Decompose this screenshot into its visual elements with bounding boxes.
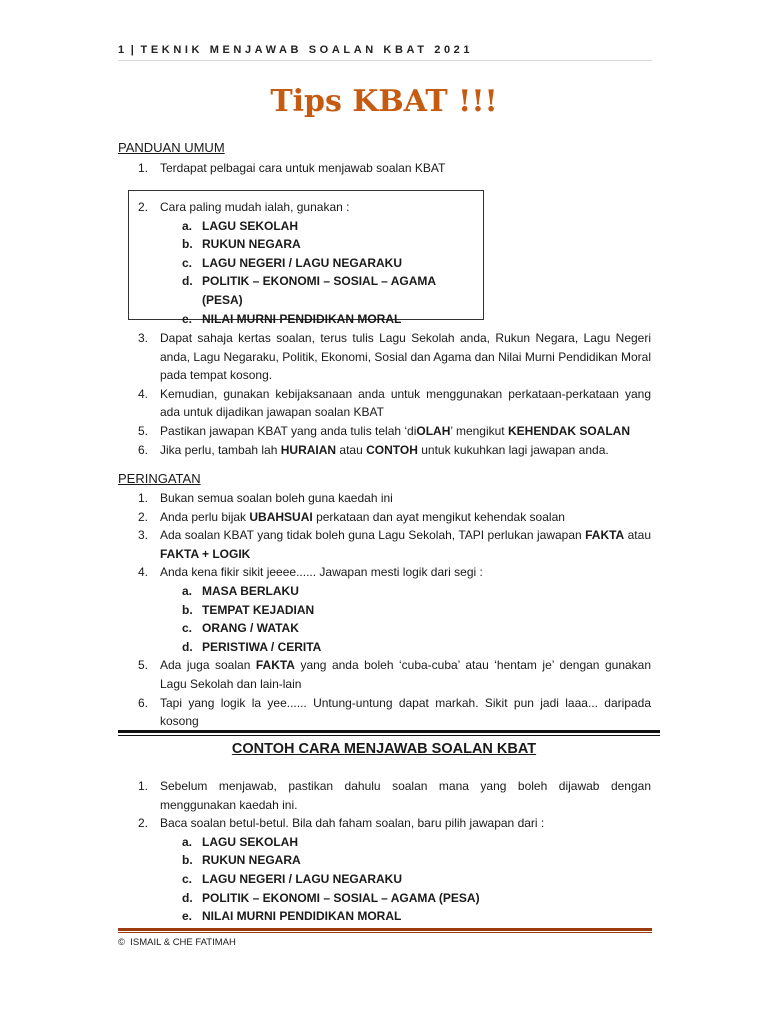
- contoh-list: [138, 777, 651, 926]
- header-divider: [118, 60, 652, 61]
- list-item: [138, 441, 651, 460]
- highlight-box: [128, 190, 484, 326]
- item-text-mid: atau: [624, 528, 651, 543]
- sub-text: TEMPAT KEJADIAN: [202, 602, 315, 617]
- item-bold: HURAIAN: [280, 442, 337, 457]
- sub-text: LAGU NEGERI / LAGU NEGARAKU: [202, 255, 403, 270]
- list-item: [138, 385, 651, 422]
- sub-letter: c.: [182, 871, 193, 886]
- sub-text: LAGU NEGERI / LAGU NEGARAKU: [202, 871, 403, 886]
- sub-letter: d.: [182, 890, 193, 905]
- list-item: [138, 694, 651, 731]
- list-item: [138, 198, 478, 217]
- item-text-pre: Ada soalan KBAT yang tidak boleh guna Lagu Sekolah, TAPI perlukan jawapan: [160, 528, 586, 543]
- list-item: [138, 526, 651, 563]
- item-bold: FAKTA: [255, 658, 295, 673]
- item-text: Anda kena fikir sikit jeeee...... Jawapan mesti logik dari segi :: [160, 565, 483, 580]
- sub-letter: e.: [182, 311, 193, 326]
- sub-item: [138, 235, 478, 254]
- sub-letter: d.: [182, 274, 193, 289]
- sub-text: RUKUN NEGARA: [202, 237, 301, 252]
- item-text-pre: Pastikan jawapan KBAT yang anda tulis telah ‘di: [160, 423, 417, 438]
- item-text: Dapat sahaja kertas soalan, terus tulis Lagu Sekolah anda, Rukun Negara, Lagu Negeri anda, Lagu Negaraku, Politik, Ekonomi, Sosial dan Agama dan Nilai Murni Pendidikan Moral pada tempat kosong.: [160, 331, 651, 383]
- item-text: Baca soalan betul-betul. Bila dah faham soalan, baru pilih jawapan dari :: [160, 816, 545, 831]
- panduan-list-2: [138, 198, 478, 328]
- item-number: 1.: [138, 779, 149, 793]
- footer-text: ISMAIL & CHE FATIMAH: [130, 937, 236, 948]
- section-divider-thin: [118, 735, 660, 736]
- sub-item: [138, 870, 651, 889]
- sub-letter: b.: [182, 602, 193, 617]
- sub-item: [138, 638, 651, 657]
- item-text-mid: atau: [336, 442, 367, 457]
- item-text: Tapi yang logik la yee...... Untung-untung dapat markah. Sikit pun jadi laaa... daripada kosong: [160, 695, 651, 729]
- item-text: Bukan semua soalan boleh guna kaedah ini: [160, 491, 393, 505]
- sub-text: NILAI MURNI PENDIDIKAN MORAL: [202, 311, 402, 326]
- item-text-post: yang anda boleh ‘cuba-cuba’ atau ‘hentam je’ dengan gunakan Lagu Sekolah dan lain-lain: [160, 658, 652, 691]
- sub-item: [138, 601, 651, 620]
- item-number: 4.: [138, 386, 149, 401]
- list-item: [138, 814, 651, 833]
- list-item: [138, 656, 651, 693]
- sub-letter: a.: [182, 834, 193, 849]
- list-item: [138, 489, 651, 508]
- sub-item: [138, 851, 651, 870]
- item-number: 5.: [138, 423, 149, 438]
- sub-item: [138, 833, 651, 852]
- item-number: 3.: [138, 331, 149, 345]
- panduan-list-1: [138, 159, 651, 178]
- item-text: Terdapat pelbagai cara untuk menjawab soalan KBAT: [160, 161, 446, 175]
- sub-item: [138, 889, 651, 908]
- sub-text: LAGU SEKOLAH: [202, 834, 298, 849]
- sub-text: POLITIK – EKONOMI – SOSIAL – AGAMA (PESA): [202, 274, 436, 307]
- item-bold: FAKTA + LOGIK: [160, 546, 251, 561]
- sub-item: [138, 582, 651, 601]
- sub-letter: b.: [182, 237, 193, 252]
- item-number: 1.: [138, 161, 149, 175]
- item-bold: FAKTA: [585, 528, 625, 543]
- sub-text: MASA BERLAKU: [202, 583, 299, 598]
- sub-letter: c.: [182, 255, 193, 270]
- item-number: 6.: [138, 442, 149, 457]
- sub-text: NILAI MURNI PENDIDIKAN MORAL: [202, 909, 402, 924]
- sub-text: POLITIK – EKONOMI – SOSIAL – AGAMA (PESA): [202, 890, 480, 905]
- list-item: [138, 508, 651, 527]
- item-text: Kemudian, gunakan kebijaksanaan anda untuk menggunakan perkataan-perkataan yang ada untuk dijadikan jawapan soalan KBAT: [160, 386, 651, 420]
- copyright-icon: ©: [118, 937, 125, 948]
- sub-letter: a.: [182, 218, 193, 233]
- sub-item: [138, 907, 651, 926]
- item-number: 2.: [138, 200, 149, 214]
- sub-letter: a.: [182, 583, 193, 598]
- item-text-pre: Ada juga soalan: [160, 658, 256, 673]
- section-divider: [118, 730, 660, 733]
- item-number: 2.: [138, 509, 149, 524]
- sub-item: [138, 254, 478, 273]
- sub-text: PERISTIWA / CERITA: [202, 639, 322, 654]
- item-bold: UBAHSUAI: [249, 509, 313, 524]
- item-text-pre: Jika perlu, tambah lah: [160, 442, 281, 457]
- document-title: Tips KBAT !!!: [270, 84, 498, 119]
- header-text: TEKNIK MENJAWAB SOALAN KBAT 2021: [140, 44, 474, 56]
- sub-letter: b.: [182, 853, 193, 868]
- page-header: [118, 44, 652, 56]
- peringatan-list: [138, 489, 651, 731]
- contoh-heading: CONTOH CARA MENJAWAB SOALAN KBAT: [231, 741, 537, 757]
- item-text-pre: Anda perlu bijak: [160, 509, 250, 524]
- sub-letter: e.: [182, 909, 193, 924]
- sub-item: [138, 217, 478, 236]
- item-number: 2.: [138, 816, 149, 831]
- sub-item: [138, 619, 651, 638]
- sub-item: [138, 272, 478, 309]
- item-text-mid: ’ mengikut: [450, 423, 508, 438]
- list-item: [138, 563, 651, 582]
- item-number: 1.: [138, 491, 149, 505]
- sub-text: ORANG / WATAK: [202, 621, 299, 636]
- item-number: 5.: [138, 658, 149, 673]
- item-text: Sebelum menjawab, pastikan dahulu soalan mana yang boleh dijawab dengan menggunakan kaedah ini.: [160, 779, 651, 812]
- sub-letter: c.: [182, 621, 193, 636]
- item-bold: KEHENDAK SOALAN: [507, 423, 630, 438]
- header-separator: |: [130, 44, 134, 56]
- page-footer: [118, 937, 236, 948]
- peringatan-heading: PERINGATAN: [118, 471, 201, 486]
- sub-text: LAGU SEKOLAH: [202, 218, 298, 233]
- item-bold: CONTOH: [366, 442, 418, 457]
- list-item: [138, 422, 651, 441]
- item-bold: OLAH: [416, 423, 451, 438]
- panduan-list-3: [138, 329, 651, 459]
- sub-item: [138, 310, 478, 329]
- list-item: [138, 329, 651, 385]
- sub-text: RUKUN NEGARA: [202, 853, 301, 868]
- panduan-heading: PANDUAN UMUM: [118, 140, 225, 155]
- list-item: [138, 159, 651, 178]
- item-text: Cara paling mudah ialah, gunakan :: [160, 200, 350, 214]
- item-number: 6.: [138, 695, 149, 710]
- footer-divider-thin: [118, 932, 652, 933]
- item-number: 4.: [138, 565, 149, 580]
- item-number: 3.: [138, 528, 149, 543]
- item-text-post: untuk kukuhkan lagi jawapan anda.: [417, 442, 609, 457]
- list-item: [138, 777, 651, 814]
- footer-divider: [118, 928, 652, 931]
- sub-letter: d.: [182, 639, 193, 654]
- page-number: 1: [118, 44, 125, 56]
- item-text-post: perkataan dan ayat mengikut kehendak soalan: [312, 509, 565, 524]
